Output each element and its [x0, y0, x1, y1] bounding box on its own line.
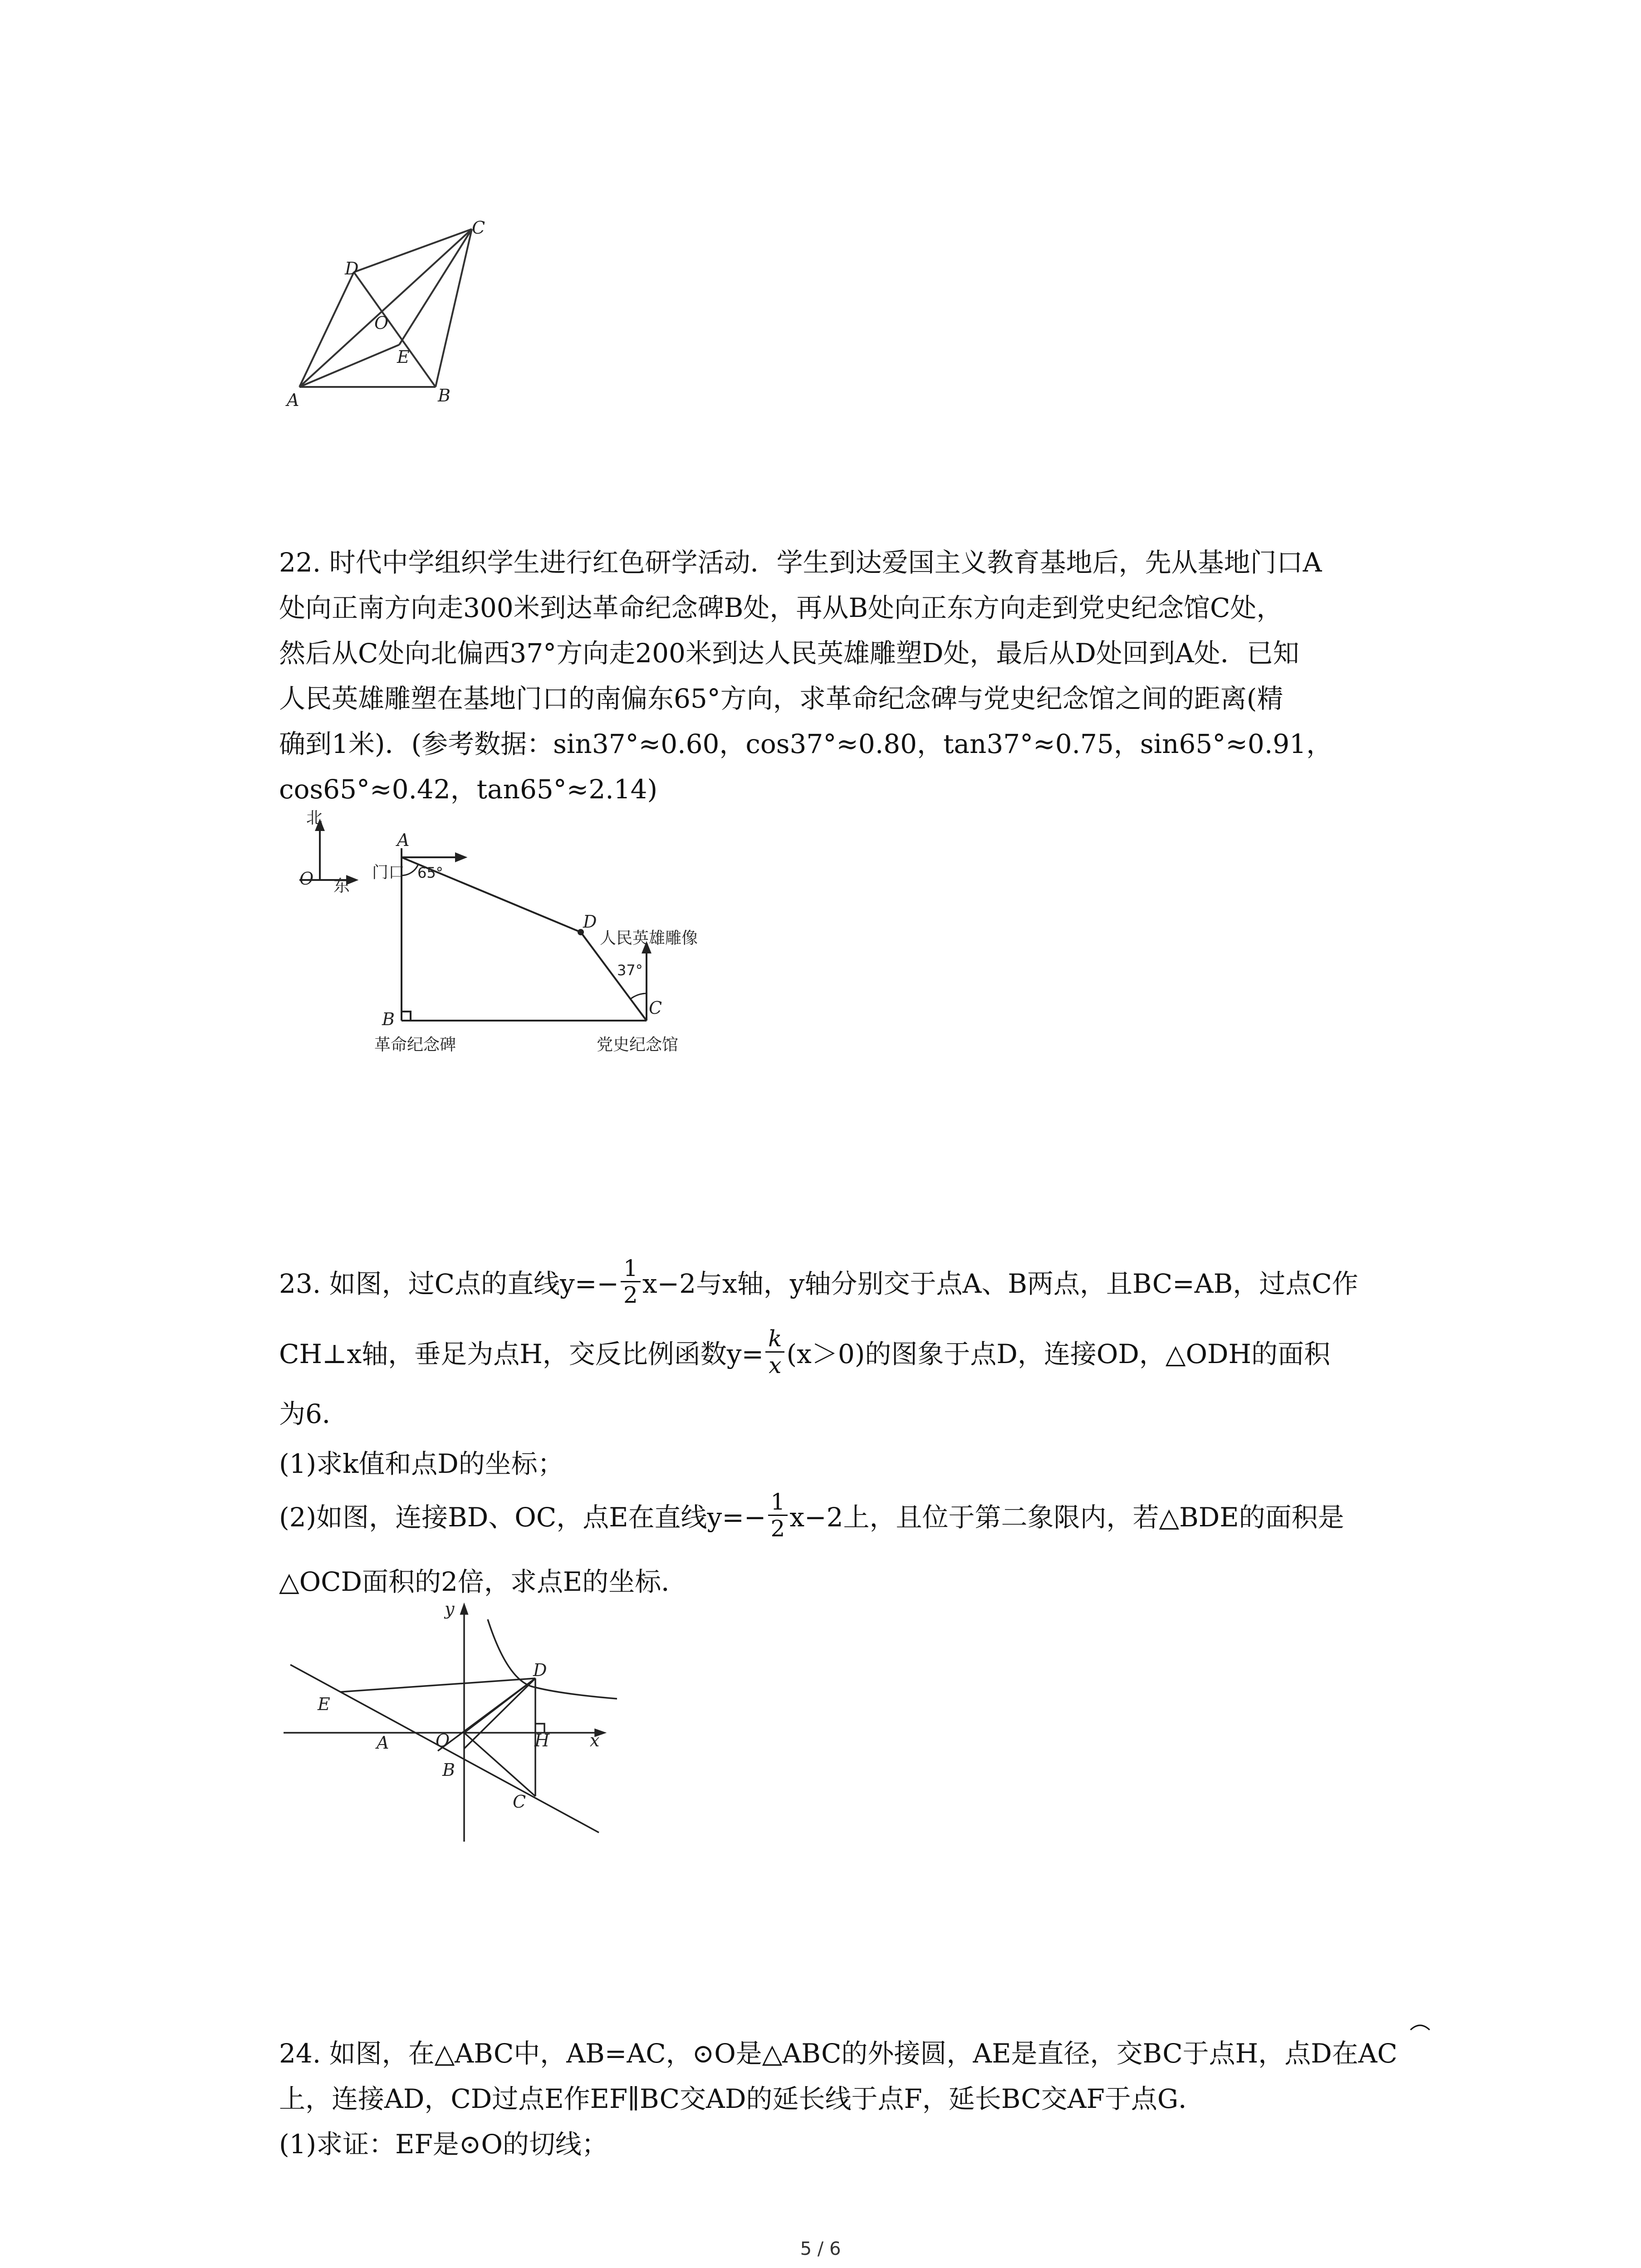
- q24-line-1: 24. 如图，在△ABC中，AB=AC，⊙O是△ABC的外接圆，AE是直径，交BC于点H，点D在AC: [279, 2038, 1397, 2069]
- fig21-label-o: O: [374, 313, 389, 333]
- q23-fraction-k-over-x: [765, 1326, 784, 1378]
- q22-line-4: 人民英雄雕塑在基地门口的南偏东65°方向，求革命纪念碑与党史纪念馆之间的距离(精: [279, 683, 1283, 714]
- q23-line-4: (1)求k值和点D的坐标；: [279, 1448, 564, 1479]
- fig22-origin-label: O: [299, 869, 314, 889]
- fig21-label-c: C: [472, 218, 485, 238]
- fig22-museum-label: 党史纪念馆: [597, 1036, 679, 1054]
- fig22-statue-label: 人民英雄雕像: [600, 929, 698, 948]
- q23-line-2-post: (x＞0)的图象于点D，连接OD，△ODH的面积: [786, 1339, 1331, 1369]
- q23-line-5-pre: (2)如图，连接BD、OC，点E在直线y=−: [279, 1502, 766, 1533]
- figure-21-geometry: [254, 209, 508, 408]
- fig21-label-d: D: [345, 259, 359, 279]
- fig22-label-b: B: [382, 1009, 395, 1029]
- q23-line-5-post: x−2上，且位于第二象限内，若△BDE的面积是: [789, 1502, 1344, 1533]
- fig22-north-label: 北: [306, 809, 323, 827]
- arc-symbol-ac: [1409, 2021, 1431, 2032]
- fig22-east-label: 东: [333, 877, 350, 895]
- fig22-angle-65: 65°: [417, 864, 443, 881]
- fraction-denominator: 2: [623, 1281, 638, 1308]
- fig21-label-e: E: [397, 347, 410, 367]
- fraction-denominator: 2: [770, 1515, 785, 1542]
- q23-line-5: [279, 1490, 1344, 1540]
- q24-line-3: (1)求证：EF是⊙O的切线；: [279, 2129, 608, 2160]
- q22-line-3: 然后从C处向北偏西37°方向走200米到达人民英雄雕塑D处，最后从D处回到A处．已知: [279, 638, 1299, 669]
- q22-line-5: 确到1米)．(参考数据：sin37°≈0.60，cos37°≈0.80，tan37°≈0.75，sin65°≈0.91，: [279, 728, 1333, 759]
- fig23-label-h: H: [534, 1730, 550, 1750]
- q23-line-1-pre: 23. 如图，过C点的直线y=−: [279, 1268, 619, 1299]
- q24-line-2: 上，连接AD，CD过点E作EF∥BC交AD的延长线于点F，延长BC交AF于点G．: [279, 2083, 1205, 2114]
- q23-line-6: △OCD面积的2倍，求点E的坐标．: [279, 1566, 688, 1597]
- q23-line-1: [279, 1256, 1358, 1306]
- q23-fraction-half-2: [768, 1489, 788, 1541]
- fraction-denominator: x: [769, 1352, 782, 1378]
- q22-line-6: cos65°≈0.42，tan65°≈2.14): [279, 774, 658, 805]
- figure-23-coordinate-plane: [272, 1601, 644, 1855]
- q23-line-3: 为6．: [279, 1398, 348, 1429]
- fig22-gate-label: 门口: [372, 863, 405, 882]
- fraction-numerator: 1: [768, 1489, 788, 1516]
- q22-line-2: 处向正南方向走300米到达革命纪念碑B处，再从B处向正东方向走到党史纪念馆C处，: [279, 592, 1283, 623]
- fraction-numerator: 1: [621, 1256, 641, 1282]
- q23-line-2: [279, 1327, 1330, 1377]
- q23-line-2-pre: CH⊥x轴，垂足为点H，交反比例函数y=: [279, 1339, 764, 1369]
- q23-line-1-post: x−2与x轴，y轴分别交于点A、B两点，且BC=AB，过点C作: [642, 1268, 1358, 1299]
- fig22-angle-37: 37°: [617, 962, 643, 979]
- fig21-label-b: B: [438, 386, 451, 406]
- fig22-monument-label: 革命纪念碑: [374, 1036, 456, 1054]
- page-number: 5 / 6: [800, 2239, 841, 2259]
- fraction-numerator: k: [765, 1326, 784, 1353]
- fig22-label-d: D: [583, 912, 597, 932]
- fig23-label-c: C: [513, 1792, 526, 1812]
- fig23-label-a: A: [377, 1733, 389, 1753]
- fig23-label-x: x: [590, 1730, 600, 1750]
- fig21-label-a: A: [287, 390, 299, 410]
- fig23-label-b: B: [442, 1760, 455, 1780]
- fig22-label-c: C: [649, 998, 662, 1018]
- fig23-label-o: O: [436, 1730, 450, 1750]
- fig23-label-e: E: [318, 1694, 330, 1714]
- fig22-label-a: A: [397, 830, 410, 850]
- q22-line-1: 22. 时代中学组织学生进行红色研学活动．学生到达爱国主义教育基地后，先从基地门口A: [279, 547, 1322, 578]
- q23-fraction-half: [621, 1256, 641, 1308]
- fig23-label-d: D: [533, 1660, 547, 1680]
- fig23-label-y: y: [445, 1599, 455, 1619]
